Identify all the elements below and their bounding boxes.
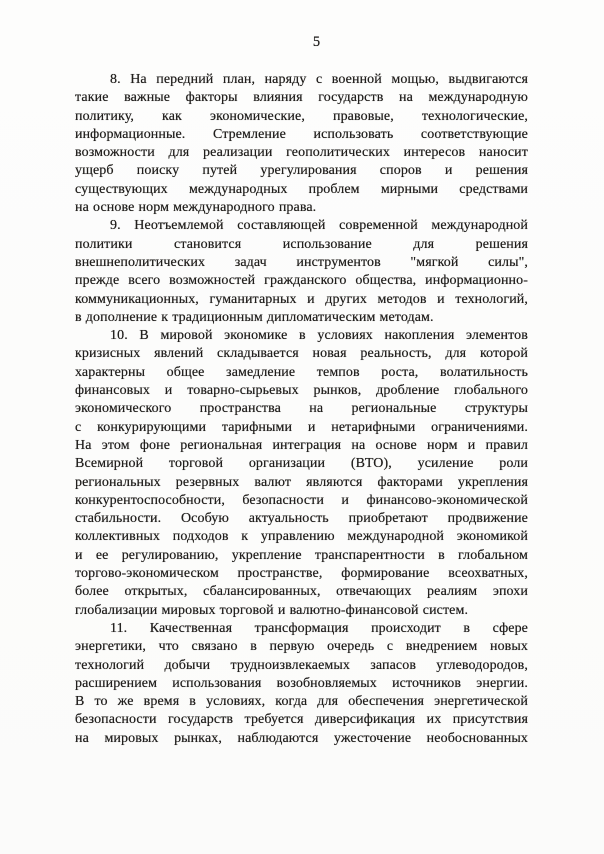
text-line: коллективных подходов к управлению международной экономикой [75, 529, 528, 545]
paragraph-8 [75, 71, 528, 217]
text-line: В то же время в условиях, когда для обеспечения энергетической [75, 694, 528, 710]
text-line: 11. Качественная трансформация происходит в сфере [110, 620, 528, 636]
text-line: расширением использования возобновляемых источников энергии. [75, 675, 528, 691]
text-line: характерны общее замедление темпов роста, волатильность [75, 364, 528, 380]
text-line: безопасности государств требуется диверсификация их присутствия [75, 712, 528, 728]
text-line: на основе норм международного права. [75, 200, 317, 216]
text-line: экономического пространства на региональные структуры [75, 401, 528, 417]
text-line: 8. На передний план, наряду с военной мощью, выдвигаются [110, 72, 528, 87]
text-line: информационные. Стремление использовать соответствующие [75, 126, 528, 142]
text-line: 9. Неотъемлемой составляющей современной международной [110, 218, 528, 234]
text-line: прежде всего возможностей гражданского общества, информационно- [75, 273, 528, 289]
text-line: с конкурирующими тарифными и нетарифными ограничениями. [75, 419, 528, 435]
text-line: На этом фоне региональная интеграция на основе норм и правил [75, 437, 528, 453]
text-block [75, 71, 528, 748]
page-number: 5 [312, 34, 321, 50]
text-line: более открытых, сбалансированных, отвечающих реалиям эпохи [75, 584, 528, 600]
text-line: Всемирной торговой организации (ВТО), усиление роли [75, 456, 528, 472]
paragraph-9 [75, 217, 528, 327]
text-line: финансовых и товарно-сырьевых рынков, дробление глобального [75, 383, 528, 399]
text-line: энергетики, что связано в первую очередь с внедрением новых [75, 639, 528, 655]
text-line: 10. В мировой экономике в условиях накопления элементов [110, 328, 528, 344]
text-line: конкурентоспособности, безопасности и финансово-экономической [75, 492, 528, 508]
paragraph-11 [75, 620, 528, 748]
text-line: такие важные факторы влияния государств на международную [75, 90, 528, 106]
text-line: внешнеполитических задач инструментов "мягкой силы", [75, 254, 528, 270]
paragraph-10 [75, 327, 528, 620]
text-line: глобализации мировых торговой и валютно-финансовой систем. [75, 602, 469, 618]
text-line: и ее регулированию, укрепление транспарентности в глобальном [75, 547, 528, 563]
text-line: кризисных явлений складывается новая реальность, для которой [75, 346, 528, 362]
text-line: политику, как экономические, правовые, технологические, [75, 108, 528, 124]
text-line: в дополнение к традиционным дипломатическим методам. [75, 309, 434, 325]
text-line: возможности для реализации геополитических интересов наносит [75, 145, 528, 161]
text-line: существующих международных проблем мирными средствами [75, 181, 528, 197]
text-line: технологий добычи трудноизвлекаемых запасов углеводородов, [75, 657, 528, 673]
text-line: политики становится использование для решения [75, 236, 528, 252]
text-line: торгово-экономическом пространстве, формирование всеохватных, [75, 566, 528, 582]
text-line: на мировых рынках, наблюдаются ужесточение необоснованных [75, 730, 528, 746]
text-line: ущерб поиску путей урегулирования споров и решения [75, 163, 528, 179]
text-line: коммуникационных, гуманитарных и других методов и технологий, [75, 291, 528, 307]
text-line: стабильности. Особую актуальность приобретают продвижение [75, 511, 528, 527]
text-line: региональных резервных валют являются факторами укрепления [75, 474, 528, 490]
